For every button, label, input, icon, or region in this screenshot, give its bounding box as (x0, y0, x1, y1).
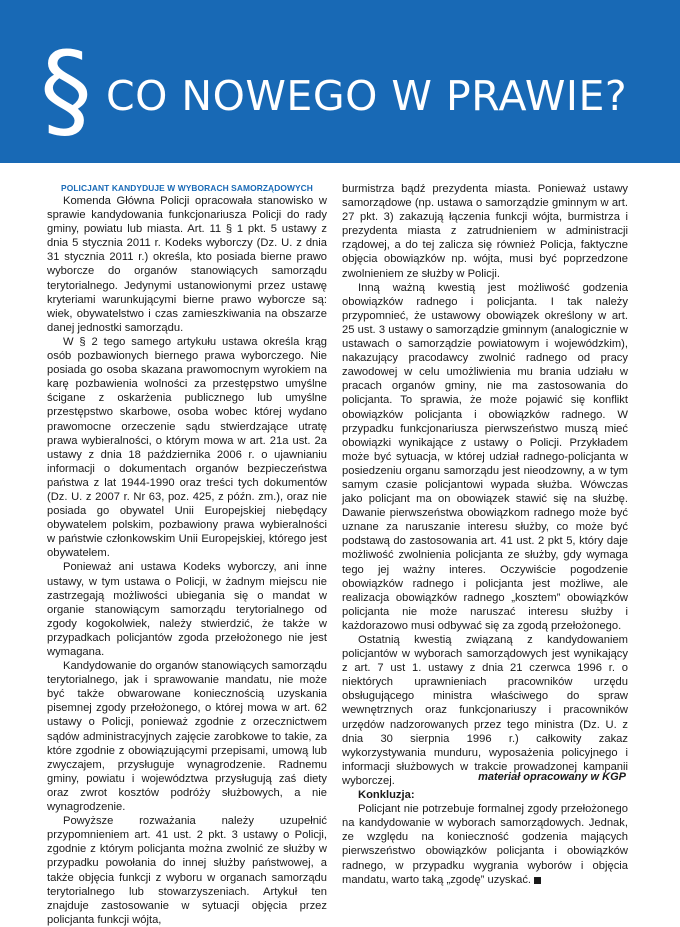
conclusion-heading: Konkluzja: (358, 789, 415, 802)
paragraph: Kandydowanie do organów stanowiących samorządu terytorialnego, jak i sprawowanie mandatu, nie może być także obwarowane koniecznością uzyskania pisemnej zgody przełożonego, o której mowa w art. 62 ustawy o Policji, ponieważ zgodnie z orzecznictwem sądów administracyjnych zajęcie zarobkowe to takie, za które zgodnie z obowiązującymi przepisami, umową lub zwyczajem, przysługuje wynagrodzenie. Radnemu gminy, powiatu i województwa przysługują zaś diety oraz zwrot kosztów podróży służbowych, a nie wynagrodzenie. (47, 660, 327, 814)
author-credit: materiał opracowany w KGP (478, 771, 626, 783)
paragraph-continuation: burmistrza bądź prezydenta miasta. Ponieważ ustawy samorządowe (np. ustawa o samorządzie gminnym w art. 27 pkt. 3) zakazują łączenia funkcji wójta, burmistrza i prezydenta miasta z zatrudnieniem w administracji rządowej, a do tej zalicza się również Policja, faktyczne objęcia obowiązków np. wójta, musi być poprzedzone zwolnieniem ze służby w Policji. (342, 183, 628, 280)
paragraph: Powyższe rozważania należy uzupełnić przypomnieniem art. 41 ust. 2 pkt. 3 ustawy o Policji, zgodnie z którym policjanta można zwolnić ze służby w przypadku powołania do innej służby państwowej, a także objęcia funkcji z wyboru w organach samorządu terytorialnego lub stowarzyszeniach. Artykuł ten znajduje zastosowanie w sytuacji objęcia przez policjanta funkcji wójta, (47, 815, 327, 926)
left-column (47, 183, 327, 927)
paragraph: W § 2 tego samego artykułu ustawa określa krąg osób pozbawionych biernego prawa wyborczego. Nie posiada go osoba skazana prawomocnym wyrokiem na karę pozbawienia wolności za przestępstwo umyślne ścigane z oskarżenia publicznego lub umyślne przestępstwo skarbowe, osoba wobec której wydano prawomocne orzeczenie sądu stwierdzające utratę prawa wybieralności, o którym mowa w art. 21a ust. 2a ustawy z dnia 18 października 2006 r. o ujawnianiu informacji o dokumentach organów bezpieczeństwa państwa z lat 1944-1990 oraz treści tych dokumentów (Dz. U. z 2007 r. Nr 63, poz. 425, z późn. zm.), oraz nie posiada go obywatel Unii Europejskiej niebędący obywatelem polskim, pozbawiony prawa wybieralności w państwie członkowskim Unii Europejskiej, którego jest obywatelem. (47, 335, 327, 560)
end-of-article-icon (534, 877, 541, 884)
conclusion-text: Policjant nie potrzebuje formalnej zgody przełożonego na kandydowanie w wyborach samorządowych. Jednak, ze względu na konieczność godzenia mających pierwszeństwo obowiązków policjanta i obowiązków radnego, w przypadku wygrania wyborów i objęcia mandatu, warto taką „zgodę” uzyskać. (342, 803, 628, 886)
paragraph-sign-icon: § (40, 29, 92, 151)
section-title: CO NOWEGO W PRAWIE? (106, 72, 628, 120)
header-banner (0, 0, 680, 163)
paragraph: Komenda Główna Policji opracowała stanowisko w sprawie kandydowania funkcjonariusza Policji do rady gminy, powiatu lub miasta. Art. 11 § 1 pkt. 5 ustawy z dnia 5 stycznia 2011 r. Kodeks wyborczy (Dz. U. z dnia 31 stycznia 2011 r.) określa, kto posiada bierne prawo wyborcze do organów stanowiących samorządu terytorialnego. Jedynymi ustanowionymi przez ustawę kryteriami warunkującymi bierne prawo wyborcze są: wiek, obywatelstwo i czas zamieszkiwania na obszarze danej jednostki samorządu. (47, 195, 327, 334)
conclusion-paragraph (342, 802, 628, 887)
paragraph: Ponieważ ani ustawa Kodeks wyborczy, ani inne ustawy, w tym ustawa o Policji, w żadnym miejscu nie zastrzegają możliwości ubiegania się o mandat w organie stanowiącym samorządu terytorialnego od zgody kogokolwiek, należy stwierdzić, że także w przypadkach policjantów zgoda przełożonego nie jest wymagana. (47, 561, 327, 658)
paragraph: Inną ważną kwestią jest możliwość godzenia obowiązków radnego i policjanta. I tak należy przypomnieć, że ustawowy obowiązek określony w art. 25 ust. 3 ustawy o samorządzie gminnym (analogicznie w ustawach o samorządzie powiatowym i wojewódzkim), nakazujący pracodawcy zwolnić radnego od pracy zawodowej w celu umożliwienia mu brania udziału w pracach organów gminy, nie ma zastosowania do policjanta. To sprawia, że może pojawić się konflikt obowiązków policjanta i obowiązków radnego. W przypadku funkcjonariusza pierwszeństwo muszą mieć obowiązki wynikające z ustawy o Policji. Przykładem może być sytuacja, w której udział radnego-policjanta w posiedzeniu organu samorządu jest nieodzowny, a w tym samym czasie policjantowi wypada służba. Wówczas jako policjant ma on obowiązek stawić się na służbę. Dawanie pierwszeństwa obowiązkom radnego może być uznane za naruszanie interesu służby, co może być podstawą do zastosowania art. 41 ust. 2 pkt 5, który daje możliwość zwolnienia policjanta ze służby, gdy wymaga tego jej ważny interes. Oczywiście pogodzenie obowiązków radnego i policjanta jest możliwe, ale realizacja obowiązków radnego „kosztem” obowiązków policjanta nie może naruszać interesu służby i każdorazowo musi odbywać się za zgodą przełożonego. (342, 281, 628, 632)
paragraph: Ostatnią kwestią związaną z kandydowaniem policjantów w wyborach samorządowych jest wynikający z art. 7 ust 1. ustawy z dnia 21 czerwca 1996 r. o niektórych uprawnieniach pracowników urzędu obsługującego ministra właściwego do spraw wewnętrznych oraz funkcjonariuszy i pracowników urzędów nadzorowanych przez tego ministra (Dz. U. z dnia 30 sierpnia 1996 r.) całkowity zakaz wykorzystywania munduru, wyposażenia policyjnego i informacji służbowych w trakcie prowadzonej kampanii wyborczej. (342, 634, 628, 787)
article-heading: POLICJANT KANDYDUJE W WYBORACH SAMORZĄDOWYCH (61, 183, 313, 193)
